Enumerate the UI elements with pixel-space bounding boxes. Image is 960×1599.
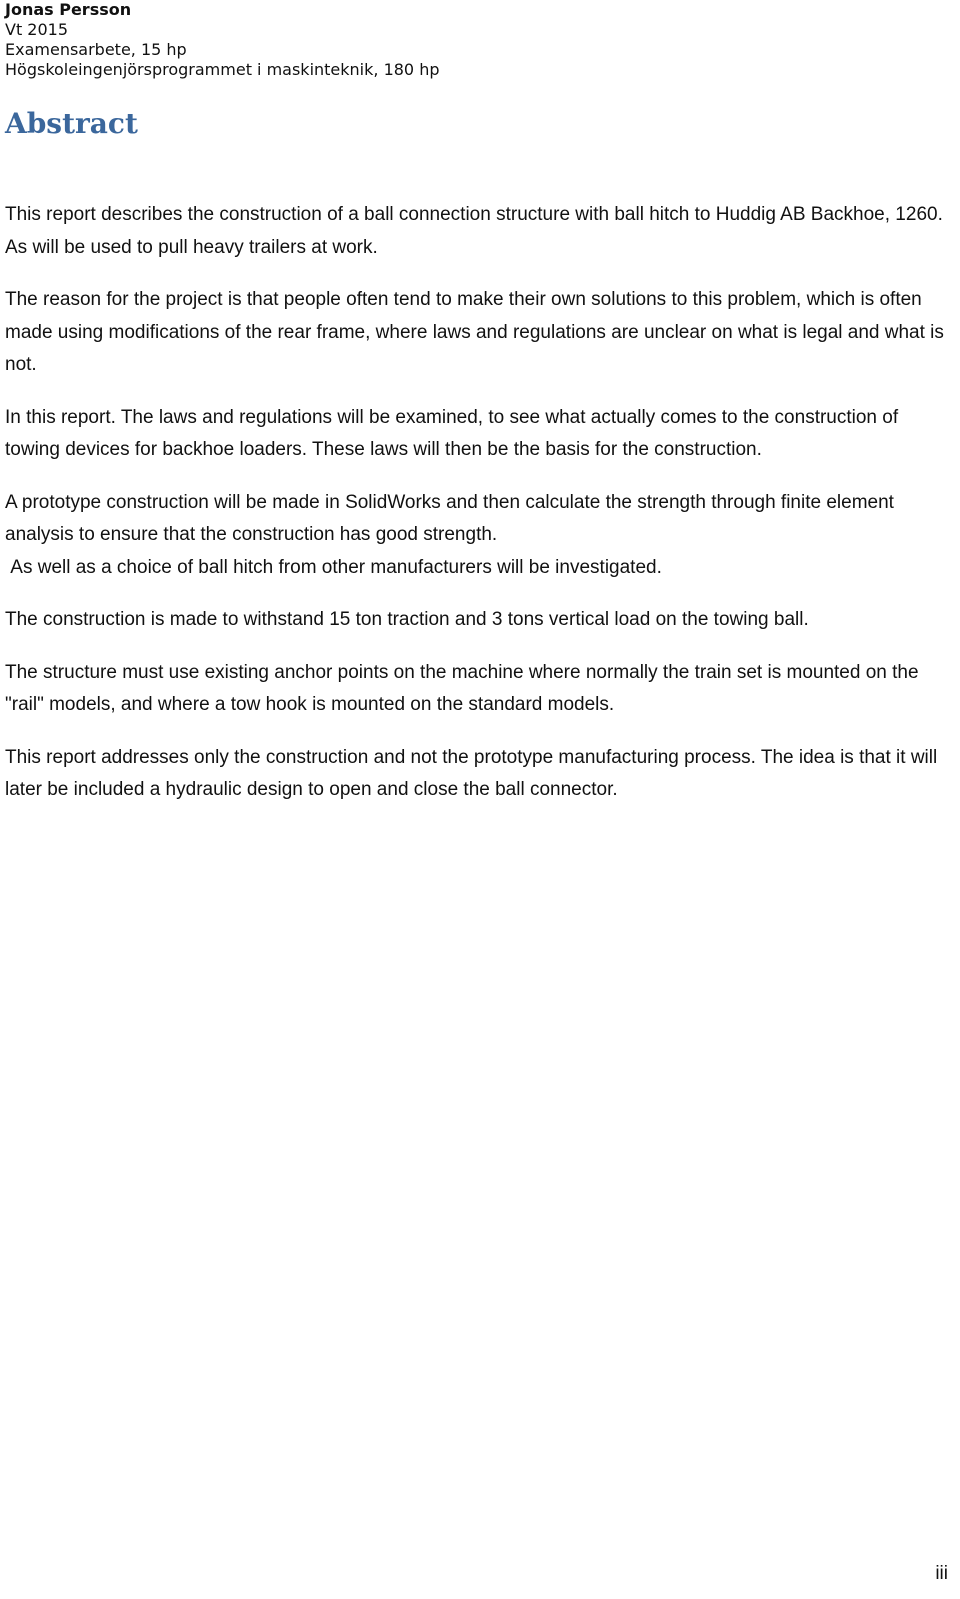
paragraph-laws: In this report. The laws and regulations will be examined, to see what actually comes to the construction of towing devices for backhoe loaders. These laws will then be the basis for the construction. [5, 406, 899, 460]
paragraph-scope: This report addresses only the construction and not the prototype manufacturing process. The idea is that it will later be included a hydraulic design to open and close the ball connector. [5, 746, 938, 800]
thesis-type: Examensarbete, 15 hp [5, 40, 187, 59]
paragraph-ball-hitch: As well as a choice of ball hitch from other manufacturers will be investigated. [5, 556, 662, 578]
paragraph-load: The construction is made to withstand 15 ton traction and 3 tons vertical load on the towing ball. [5, 609, 809, 630]
page-title: Abstract [5, 107, 138, 140]
term: Vt 2015 [5, 20, 69, 39]
paragraph-prototype: A prototype construction will be made in SolidWorks and then calculate the strength through finite element analysis to ensure that the construction has good strength. [5, 491, 894, 545]
programme-name: Högskoleingenjörsprogrammet i maskinteknik, 180 hp [5, 60, 440, 79]
document-header [5, 0, 439, 80]
abstract-body [5, 199, 955, 827]
paragraph-anchor-points: The structure must use existing anchor points on the machine where normally the train set is mounted on the "rail" models, and where a tow hook is mounted on the standard models. [5, 661, 919, 715]
page-number: iii [935, 1563, 948, 1584]
author-name: Jonas Persson [5, 0, 132, 19]
paragraph-intro: This report describes the construction of a ball connection structure with ball hitch to Huddig AB Backhoe, 1260. As will be used to pull heavy trailers at work. [5, 204, 943, 258]
paragraph-reason: The reason for the project is that people often tend to make their own solutions to this problem, which is often made using modifications of the rear frame, where laws and regulations are unclear on what is legal and what is not. [5, 289, 944, 375]
